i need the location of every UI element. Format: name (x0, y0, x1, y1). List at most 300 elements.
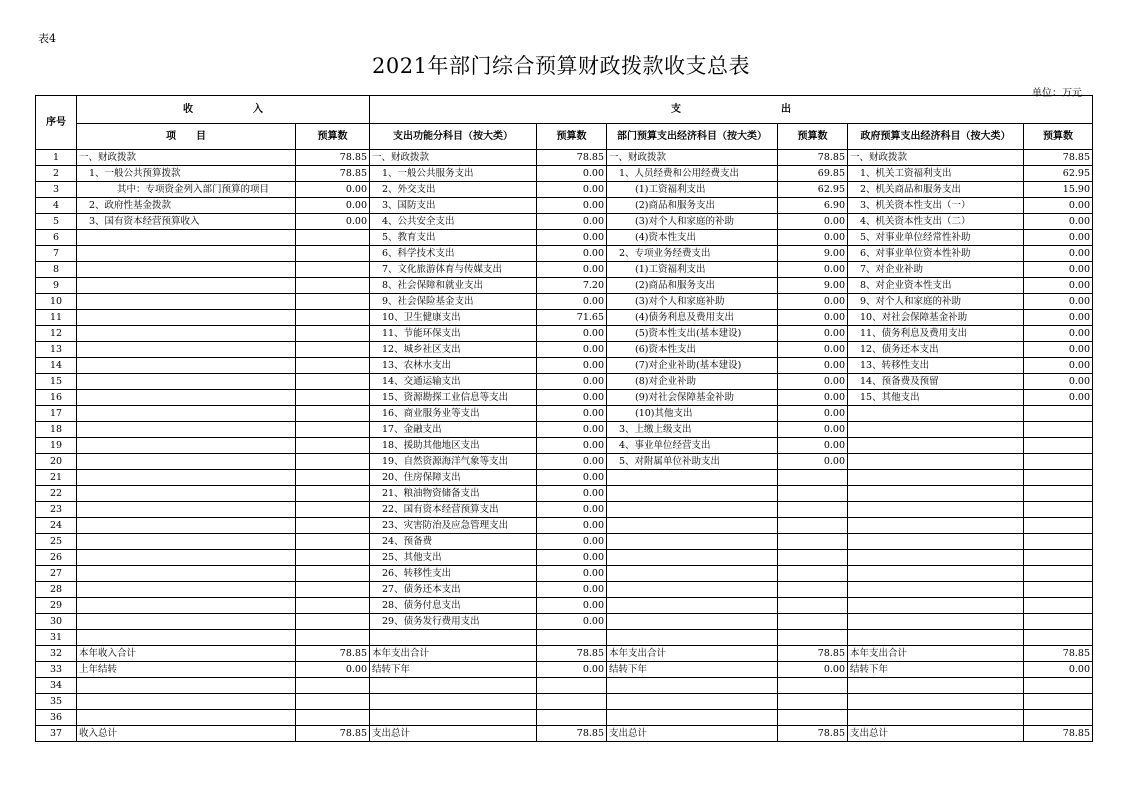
gov-budget (1024, 406, 1093, 422)
income-item (77, 566, 296, 582)
func-budget: 78.85 (537, 726, 607, 742)
dept-budget: 6.90 (778, 198, 848, 214)
dept-budget: 78.85 (778, 646, 848, 662)
income-item (77, 454, 296, 470)
gov-item (848, 630, 1024, 646)
row-seq: 14 (36, 358, 77, 374)
gov-budget (1024, 566, 1093, 582)
dept-budget: 9.00 (778, 246, 848, 262)
row-seq: 9 (36, 278, 77, 294)
income-budget: 78.85 (296, 150, 370, 166)
func-item: 11、节能环保支出 (370, 326, 537, 342)
gov-budget (1024, 582, 1093, 598)
gov-item (848, 534, 1024, 550)
income-item (77, 438, 296, 454)
func-item: 2、外交支出 (370, 182, 537, 198)
func-item (370, 710, 537, 726)
gov-item (848, 422, 1024, 438)
income-item (77, 262, 296, 278)
func-budget (537, 630, 607, 646)
gov-item: 14、预备费及预留 (848, 374, 1024, 390)
gov-item: 7、对企业补助 (848, 262, 1024, 278)
gov-budget: 0.00 (1024, 342, 1093, 358)
dept-budget: 0.00 (778, 342, 848, 358)
func-budget: 0.00 (537, 406, 607, 422)
gov-budget: 0.00 (1024, 358, 1093, 374)
dept-item (607, 694, 778, 710)
income-item (77, 374, 296, 390)
dept-item: 4、事业单位经营支出 (607, 438, 778, 454)
income-budget (296, 438, 370, 454)
income-budget (296, 454, 370, 470)
gov-budget (1024, 534, 1093, 550)
gov-item (848, 550, 1024, 566)
dept-item (607, 486, 778, 502)
row-seq: 37 (36, 726, 77, 742)
table-row (36, 470, 1093, 486)
func-budget: 0.00 (537, 566, 607, 582)
gov-budget (1024, 438, 1093, 454)
gov-item (848, 598, 1024, 614)
gov-item (848, 566, 1024, 582)
gov-budget: 0.00 (1024, 390, 1093, 406)
func-budget: 0.00 (537, 470, 607, 486)
func-item: 7、文化旅游体育与传媒支出 (370, 262, 537, 278)
dept-item: (4)债务利息及费用支出 (607, 310, 778, 326)
gov-item: 15、其他支出 (848, 390, 1024, 406)
func-budget: 0.00 (537, 374, 607, 390)
row-seq: 20 (36, 454, 77, 470)
dept-item: (5)资本性支出(基本建设) (607, 326, 778, 342)
income-budget (296, 326, 370, 342)
income-budget (296, 390, 370, 406)
income-budget: 78.85 (296, 166, 370, 182)
income-item (77, 694, 296, 710)
gov-item (848, 694, 1024, 710)
row-seq: 31 (36, 630, 77, 646)
table-row (36, 694, 1093, 710)
dept-item: 2、专项业务经费支出 (607, 246, 778, 262)
gov-item: 5、对事业单位经常性补助 (848, 230, 1024, 246)
func-item: 20、住房保障支出 (370, 470, 537, 486)
dept-budget: 78.85 (778, 726, 848, 742)
func-item: 19、自然资源海洋气象等支出 (370, 454, 537, 470)
gov-item (848, 406, 1024, 422)
header-gov-budget: 预算数 (1024, 124, 1093, 150)
income-budget (296, 550, 370, 566)
table-row (36, 214, 1093, 230)
dept-budget: 0.00 (778, 438, 848, 454)
dept-item: (1)工资福利支出 (607, 262, 778, 278)
func-item: 9、社会保险基金支出 (370, 294, 537, 310)
income-item (77, 614, 296, 630)
gov-budget: 0.00 (1024, 214, 1093, 230)
gov-item: 10、对社会保障基金补助 (848, 310, 1024, 326)
gov-item (848, 470, 1024, 486)
gov-budget (1024, 470, 1093, 486)
income-item: 2、政府性基金拨款 (77, 198, 296, 214)
income-item (77, 486, 296, 502)
func-item: 8、社会保障和就业支出 (370, 278, 537, 294)
header-item: 项 目 (77, 124, 296, 150)
header-dept-econ: 部门预算支出经济科目（按大类） (607, 124, 778, 150)
dept-item: (1)工资福利支出 (607, 182, 778, 198)
row-seq: 4 (36, 198, 77, 214)
header-income: 收 入 (77, 96, 370, 124)
income-budget: 78.85 (296, 726, 370, 742)
gov-budget (1024, 422, 1093, 438)
dept-item (607, 534, 778, 550)
dept-budget: 0.00 (778, 662, 848, 678)
row-seq: 3 (36, 182, 77, 198)
table-row (36, 566, 1093, 582)
income-budget (296, 614, 370, 630)
dept-item (607, 582, 778, 598)
table-row (36, 278, 1093, 294)
income-budget (296, 534, 370, 550)
table-row (36, 310, 1093, 326)
dept-item: 1、人员经费和公用经费支出 (607, 166, 778, 182)
row-seq: 30 (36, 614, 77, 630)
func-budget: 0.00 (537, 358, 607, 374)
func-item: 27、债务还本支出 (370, 582, 537, 598)
gov-budget: 0.00 (1024, 230, 1093, 246)
dept-budget: 0.00 (778, 326, 848, 342)
table-row (36, 166, 1093, 182)
table-row (36, 502, 1093, 518)
gov-budget: 78.85 (1024, 150, 1093, 166)
func-item: 29、债务发行费用支出 (370, 614, 537, 630)
dept-item: (2)商品和服务支出 (607, 198, 778, 214)
row-seq: 8 (36, 262, 77, 278)
gov-item: 3、机关资本性支出（一） (848, 198, 1024, 214)
dept-item (607, 598, 778, 614)
income-item (77, 422, 296, 438)
header-gov-econ: 政府预算支出经济科目（按大类） (848, 124, 1024, 150)
income-item (77, 278, 296, 294)
table-row (36, 534, 1093, 550)
func-budget: 0.00 (537, 518, 607, 534)
gov-budget (1024, 710, 1093, 726)
income-budget (296, 406, 370, 422)
row-seq: 6 (36, 230, 77, 246)
func-item (370, 694, 537, 710)
gov-budget (1024, 486, 1093, 502)
gov-item (848, 502, 1024, 518)
func-budget: 0.00 (537, 230, 607, 246)
income-budget: 0.00 (296, 198, 370, 214)
func-budget: 0.00 (537, 198, 607, 214)
func-budget: 0.00 (537, 550, 607, 566)
dept-budget: 0.00 (778, 358, 848, 374)
func-item: 13、农林水支出 (370, 358, 537, 374)
dept-item (607, 614, 778, 630)
func-item: 17、金融支出 (370, 422, 537, 438)
gov-item (848, 678, 1024, 694)
income-budget (296, 470, 370, 486)
dept-item (607, 630, 778, 646)
gov-budget: 78.85 (1024, 726, 1093, 742)
table-row (36, 582, 1093, 598)
func-budget: 0.00 (537, 502, 607, 518)
row-seq: 15 (36, 374, 77, 390)
income-budget (296, 310, 370, 326)
func-item: 25、其他支出 (370, 550, 537, 566)
dept-budget: 0.00 (778, 454, 848, 470)
header-income-budget: 预算数 (296, 124, 370, 150)
dept-budget (778, 614, 848, 630)
dept-item (607, 678, 778, 694)
row-seq: 29 (36, 598, 77, 614)
row-seq: 19 (36, 438, 77, 454)
dept-budget: 0.00 (778, 422, 848, 438)
row-seq: 12 (36, 326, 77, 342)
gov-budget: 0.00 (1024, 662, 1093, 678)
gov-budget: 0.00 (1024, 262, 1093, 278)
dept-item: 一、财政拨款 (607, 150, 778, 166)
row-seq: 17 (36, 406, 77, 422)
dept-budget: 0.00 (778, 390, 848, 406)
row-seq: 13 (36, 342, 77, 358)
row-seq: 24 (36, 518, 77, 534)
func-item: 10、卫生健康支出 (370, 310, 537, 326)
row-seq: 28 (36, 582, 77, 598)
dept-item (607, 502, 778, 518)
table-body (36, 150, 1093, 742)
gov-budget (1024, 598, 1093, 614)
table-row (36, 150, 1093, 166)
func-item: 23、灾害防治及应急管理支出 (370, 518, 537, 534)
dept-item: (10)其他支出 (607, 406, 778, 422)
dept-item: (3)对个人和家庭补助 (607, 294, 778, 310)
income-budget (296, 694, 370, 710)
dept-budget: 0.00 (778, 374, 848, 390)
func-budget: 78.85 (537, 646, 607, 662)
gov-budget: 15.90 (1024, 182, 1093, 198)
gov-item: 4、机关资本性支出（二） (848, 214, 1024, 230)
income-budget (296, 502, 370, 518)
func-item: 16、商业服务业等支出 (370, 406, 537, 422)
func-item: 12、城乡社区支出 (370, 342, 537, 358)
income-item (77, 678, 296, 694)
dept-budget: 69.85 (778, 166, 848, 182)
gov-item (848, 438, 1024, 454)
func-item: 26、转移性支出 (370, 566, 537, 582)
gov-budget (1024, 694, 1093, 710)
income-budget (296, 246, 370, 262)
func-item (370, 630, 537, 646)
income-item (77, 630, 296, 646)
func-budget: 0.00 (537, 166, 607, 182)
table-row (36, 182, 1093, 198)
gov-budget: 0.00 (1024, 326, 1093, 342)
gov-budget: 0.00 (1024, 310, 1093, 326)
gov-item: 13、转移性支出 (848, 358, 1024, 374)
dept-item (607, 710, 778, 726)
income-item (77, 550, 296, 566)
func-budget (537, 678, 607, 694)
income-budget (296, 486, 370, 502)
row-seq: 7 (36, 246, 77, 262)
row-seq: 26 (36, 550, 77, 566)
dept-item: 5、对附属单位补助支出 (607, 454, 778, 470)
func-item: 结转下年 (370, 662, 537, 678)
page-title: 2021年部门综合预算财政拨款收支总表 (372, 54, 750, 78)
dept-budget (778, 486, 848, 502)
table-row (36, 246, 1093, 262)
gov-item: 一、财政拨款 (848, 150, 1024, 166)
gov-item: 2、机关商品和服务支出 (848, 182, 1024, 198)
row-seq: 25 (36, 534, 77, 550)
gov-item (848, 582, 1024, 598)
func-budget: 0.00 (537, 342, 607, 358)
func-item: 本年支出合计 (370, 646, 537, 662)
row-seq: 11 (36, 310, 77, 326)
gov-budget (1024, 518, 1093, 534)
income-budget (296, 678, 370, 694)
gov-item: 支出总计 (848, 726, 1024, 742)
gov-budget: 78.85 (1024, 646, 1093, 662)
table-row (36, 486, 1093, 502)
dept-budget (778, 694, 848, 710)
dept-item: (8)对企业补助 (607, 374, 778, 390)
row-seq: 36 (36, 710, 77, 726)
dept-budget (778, 502, 848, 518)
func-budget: 0.00 (537, 326, 607, 342)
gov-item (848, 614, 1024, 630)
gov-item: 9、对个人和家庭的补助 (848, 294, 1024, 310)
dept-item: (3)对个人和家庭的补助 (607, 214, 778, 230)
income-budget (296, 358, 370, 374)
income-budget: 0.00 (296, 182, 370, 198)
func-budget: 78.85 (537, 150, 607, 166)
func-budget: 71.65 (537, 310, 607, 326)
func-item: 1、一般公共服务支出 (370, 166, 537, 182)
func-item: 6、科学技术支出 (370, 246, 537, 262)
func-item: 支出总计 (370, 726, 537, 742)
func-budget: 0.00 (537, 214, 607, 230)
income-item: 收入总计 (77, 726, 296, 742)
func-budget: 0.00 (537, 390, 607, 406)
header-func-class: 支出功能分科目（按大类） (370, 124, 537, 150)
table-row (36, 710, 1093, 726)
func-budget: 0.00 (537, 662, 607, 678)
func-item: 一、财政拨款 (370, 150, 537, 166)
dept-budget (778, 710, 848, 726)
gov-budget: 0.00 (1024, 278, 1093, 294)
gov-budget: 62.95 (1024, 166, 1093, 182)
sheet-number: 表4 (38, 32, 56, 45)
table-row (36, 390, 1093, 406)
dept-item: (7)对企业补助(基本建设) (607, 358, 778, 374)
func-item: 4、公共安全支出 (370, 214, 537, 230)
table-row (36, 262, 1093, 278)
table-row (36, 294, 1093, 310)
budget-summary-table (35, 95, 1093, 742)
func-budget: 0.00 (537, 614, 607, 630)
gov-item: 6、对事业单位资本性补助 (848, 246, 1024, 262)
dept-budget: 62.95 (778, 182, 848, 198)
gov-item: 12、债务还本支出 (848, 342, 1024, 358)
income-item (77, 342, 296, 358)
table-row (36, 374, 1093, 390)
dept-budget: 0.00 (778, 294, 848, 310)
dept-item: 3、上缴上级支出 (607, 422, 778, 438)
gov-item (848, 518, 1024, 534)
income-item (77, 294, 296, 310)
table-row (36, 422, 1093, 438)
gov-item (848, 486, 1024, 502)
income-item (77, 310, 296, 326)
income-budget (296, 230, 370, 246)
income-item: 3、国有资本经营预算收入 (77, 214, 296, 230)
dept-budget: 78.85 (778, 150, 848, 166)
table-row (36, 406, 1093, 422)
income-item (77, 358, 296, 374)
income-budget (296, 582, 370, 598)
table-row (36, 598, 1093, 614)
row-seq: 35 (36, 694, 77, 710)
gov-item (848, 710, 1024, 726)
income-item: 1、一般公共预算拨款 (77, 166, 296, 182)
table-row (36, 518, 1093, 534)
gov-item: 结转下年 (848, 662, 1024, 678)
income-item (77, 230, 296, 246)
income-budget: 0.00 (296, 214, 370, 230)
row-seq: 34 (36, 678, 77, 694)
func-budget: 0.00 (537, 582, 607, 598)
row-seq: 22 (36, 486, 77, 502)
dept-budget: 0.00 (778, 406, 848, 422)
gov-budget: 0.00 (1024, 246, 1093, 262)
dept-budget (778, 582, 848, 598)
income-budget (296, 518, 370, 534)
header-dept-budget: 预算数 (778, 124, 848, 150)
table-row (36, 358, 1093, 374)
func-item: 3、国防支出 (370, 198, 537, 214)
gov-budget (1024, 550, 1093, 566)
income-budget (296, 278, 370, 294)
gov-item: 1、机关工资福利支出 (848, 166, 1024, 182)
func-budget: 0.00 (537, 422, 607, 438)
func-budget: 0.00 (537, 246, 607, 262)
func-budget: 0.00 (537, 294, 607, 310)
income-item (77, 598, 296, 614)
income-budget (296, 294, 370, 310)
income-item: 本年收入合计 (77, 646, 296, 662)
table-row (36, 630, 1093, 646)
gov-budget (1024, 630, 1093, 646)
income-item: 上年结转 (77, 662, 296, 678)
func-budget: 7.20 (537, 278, 607, 294)
row-seq: 10 (36, 294, 77, 310)
header-expense: 支 出 (370, 96, 1093, 124)
func-budget: 0.00 (537, 454, 607, 470)
func-budget: 0.00 (537, 486, 607, 502)
income-budget: 78.85 (296, 646, 370, 662)
row-seq: 33 (36, 662, 77, 678)
table-row (36, 646, 1093, 662)
dept-budget (778, 566, 848, 582)
income-budget (296, 566, 370, 582)
income-budget (296, 422, 370, 438)
income-item (77, 326, 296, 342)
income-budget (296, 342, 370, 358)
gov-budget (1024, 614, 1093, 630)
func-budget: 0.00 (537, 438, 607, 454)
dept-budget (778, 630, 848, 646)
func-budget: 0.00 (537, 534, 607, 550)
